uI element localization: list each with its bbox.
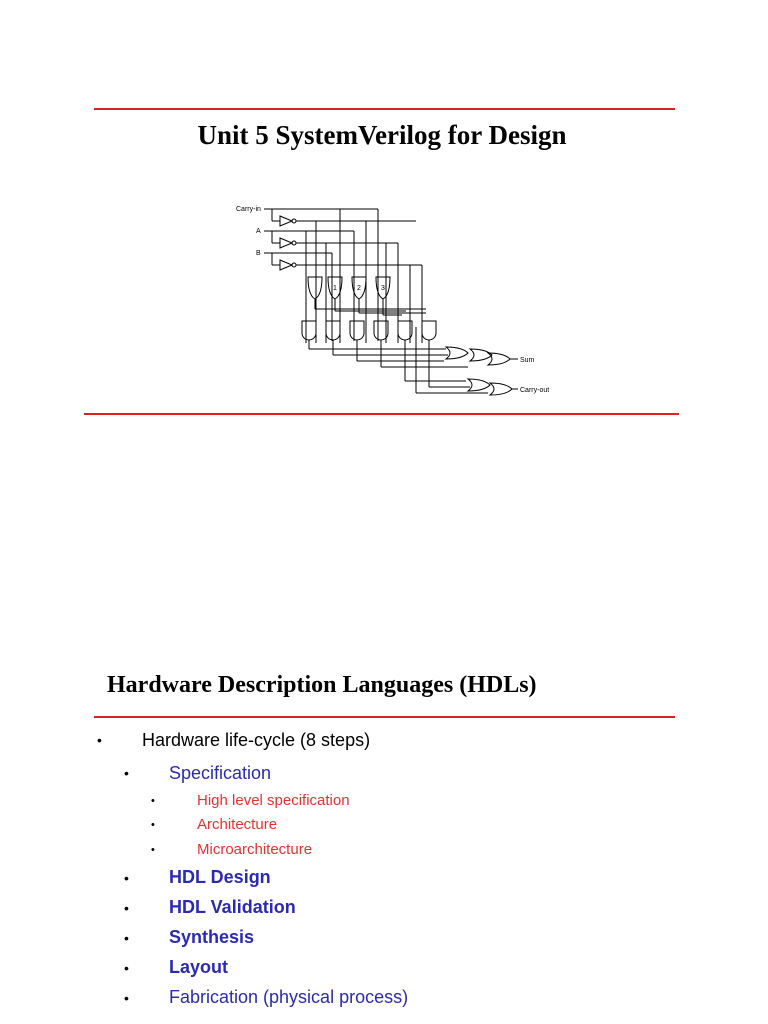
gate-number-2: 2 (357, 285, 361, 292)
bullet-glyph: • (124, 990, 129, 1006)
top-rule (94, 108, 675, 110)
list-item: HDL Validation (169, 897, 296, 917)
bullet-glyph: • (124, 930, 129, 946)
list-item: Fabrication (physical process) (169, 987, 409, 1007)
list-item: Microarchitecture (197, 841, 313, 858)
slide-hdls (0, 512, 768, 1024)
slide-title: Hardware Description Languages (HDLs) (107, 672, 537, 698)
bullet-glyph: • (124, 900, 129, 916)
gate-number-3: 3 (381, 285, 385, 292)
list-item: Specification (169, 763, 272, 783)
title-rule (94, 716, 675, 718)
list-item: HDL Design (169, 867, 271, 887)
bullet-glyph: • (124, 870, 129, 886)
circuit-label-b: B (256, 250, 261, 257)
bullet-glyph: • (151, 795, 155, 807)
list-item: Hardware life-cycle (8 steps) (142, 730, 371, 750)
bullet-glyph: • (151, 819, 155, 831)
list-item: Architecture (197, 816, 278, 833)
full-adder-circuit-diagram (226, 193, 566, 403)
bullet-glyph: • (124, 765, 129, 781)
circuit-label-a: A (256, 228, 261, 235)
bullet-glyph: • (97, 732, 102, 748)
circuit-label-sum: Sum (520, 357, 535, 364)
slide-title: Unit 5 SystemVerilog for Design (197, 120, 567, 150)
list-item: High level specification (197, 792, 350, 809)
list-item: Layout (169, 957, 229, 977)
circuit-label-carry-out: Carry-out (520, 387, 550, 394)
circuit-label-carry-in: Carry-in (236, 206, 261, 213)
gate-number-1: 1 (333, 285, 337, 292)
bullet-glyph: • (124, 960, 129, 976)
bullet-glyph: • (151, 844, 155, 856)
bottom-rule (84, 413, 679, 415)
list-item: Synthesis (169, 927, 255, 947)
